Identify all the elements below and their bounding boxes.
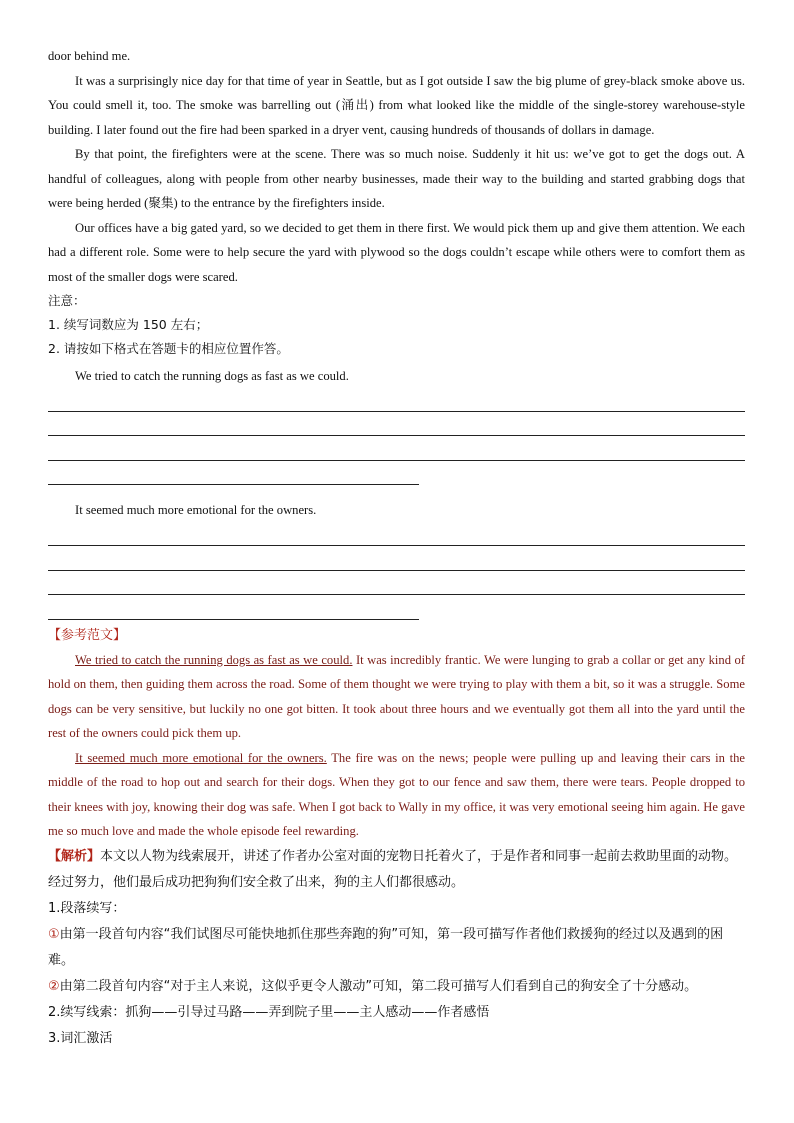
writing-prompt-2: It seemed much more emotional for the owners. [75, 503, 317, 518]
answer-line [48, 387, 745, 412]
answer-lines-1 [48, 387, 745, 485]
answer-line [48, 412, 745, 437]
answer-line [48, 436, 745, 461]
analysis-section-1-title: 1.段落续写： [48, 900, 126, 916]
answer-line [48, 546, 745, 571]
analysis-head: 【解析】 [48, 848, 101, 864]
answer-line [48, 595, 419, 620]
analysis-summary [48, 844, 745, 896]
circled-number-1-icon: ① [48, 926, 60, 942]
passage-paragraph-3: Our offices have a big gated yard, so we decided to get them in there first. We would pick them up and give them attention. We each had a different role. Some were to help secure the yard with plywood so the dogs couldn’t escape while others were to comfort them as most of the smaller dogs were scared. [48, 220, 745, 284]
analysis-summary-text: 本文以人物为线索展开，讲述了作者办公室对面的宠物日托着火了，于是作者和同事一起前去救助里面的动物。经过努力，他们最后成功把狗狗们安全救了出来，狗的主人们都很感动。 [48, 848, 738, 890]
analysis-section-1-item-2 [48, 974, 745, 1000]
passage-paragraph-1: It was a surprisingly nice day for that time of year in Seattle, but as I got outside I saw the big plume of grey-black smoke above us. You could smell it, too. The smoke was barrelling out (涌出) from what looked like the middle of the single-storey warehouse-style building. I later found out the fire had been sparked in a dryer vent, causing hundreds of thousands of dollars in damage. [48, 73, 745, 137]
answer-line [48, 571, 745, 596]
analysis-item-2-text: 由第二段首句内容“对于主人来说，这似乎更令人激动”可知，第二段可描写人们看到自己的狗安全了十分感动。 [59, 978, 698, 994]
notes-item-1: 1. 续写词数应为 150 左右； [48, 317, 209, 332]
reference-text-2: The fire was on the news; people were pulling up and leaving their cars in the middle of the road to hop out and search for their dogs. When they got to our fence and saw them, there were tears. People dropped to their knees with joy, knowing their dog was safe. When I got back to Wally in my office, it was very emotional seeing him again. He gave me so much love and made the whole episode feel rewarding. [48, 750, 746, 839]
notes-title: 注意： [48, 293, 86, 308]
passage-paragraph-2: By that point, the firefighters were at the scene. There was so much noise. Suddenly it hit us: we’ve got to get the dogs out. A handful of colleagues, along with people from other nearby businesses, made their way to the building and started grabbing dogs that were being herded (聚集) to the entrance by the firefighters inside. [48, 147, 745, 210]
analysis-item-1-text: 由第一段首句内容“我们试图尽可能快地抓住那些奔跑的狗”可知，第一段可描写作者他们救援狗的经过以及遇到的困难。 [48, 926, 724, 968]
analysis-section-1-item-1 [48, 922, 745, 974]
analysis-section-2: 2.续写线索：抓狗——引导过马路——弄到院子里——主人感动——作者感悟 [48, 1004, 490, 1020]
answer-line [48, 461, 419, 486]
reference-text-1: It was incredibly frantic. We were lunging to grab a collar or get any kind of hold on them, then guiding them across the road. Some of them thought we were trying to play with them a bit, so it was a struggle. Some dogs can be very sensitive, but luckily no one got bitten. It took about three hours and we eventually got them all into the yard until the rest of the owners could pick them up. [48, 652, 745, 741]
reference-lead-2: It seemed much more emotional for the owners. [75, 750, 327, 765]
reference-paragraph-1 [48, 648, 745, 746]
notes-item-2: 2. 请按如下格式在答题卡的相应位置作答。 [48, 341, 289, 356]
analysis-section-3: 3.词汇激活 [48, 1030, 113, 1046]
circled-number-2-icon: ② [48, 978, 60, 994]
reference-paragraph-2 [48, 746, 745, 844]
reference-title: 【参考范文】 [48, 627, 127, 643]
document-page [48, 44, 745, 1052]
answer-lines-2 [48, 521, 745, 619]
answer-line [48, 521, 745, 546]
passage-paragraph-0: door behind me. [48, 49, 131, 63]
writing-prompt-1: We tried to catch the running dogs as fast as we could. [75, 369, 349, 383]
reference-lead-1: We tried to catch the running dogs as fast as we could. [75, 652, 353, 667]
